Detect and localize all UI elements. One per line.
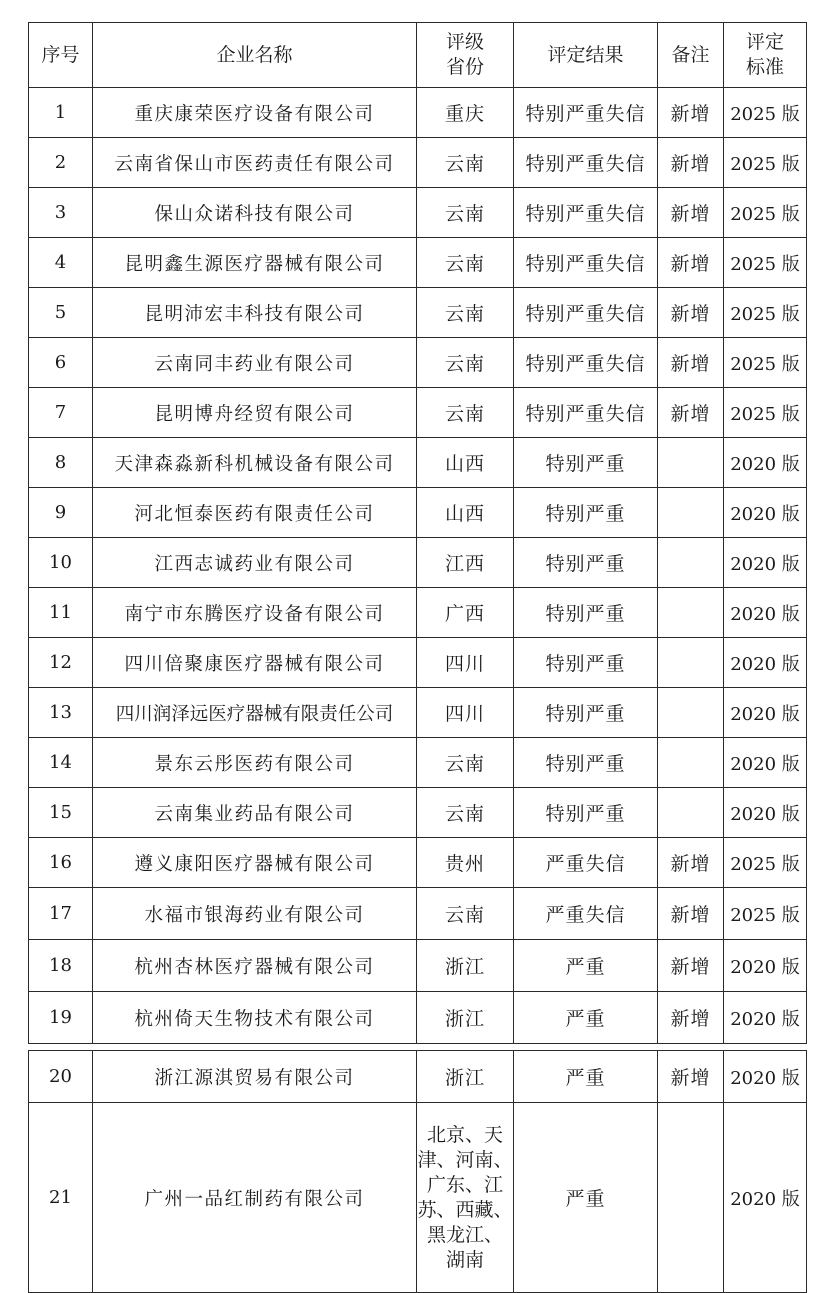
cell-note bbox=[658, 488, 724, 538]
cell-standard: 2020 版 bbox=[724, 438, 807, 488]
cell-company: 云南省保山市医药责任有限公司 bbox=[93, 138, 417, 188]
cell-standard: 2020 版 bbox=[724, 538, 807, 588]
cell-result: 特别严重失信 bbox=[514, 138, 658, 188]
table-row bbox=[29, 1051, 807, 1103]
cell-company: 保山众诺科技有限公司 bbox=[93, 188, 417, 238]
cell-result: 特别严重失信 bbox=[514, 288, 658, 338]
cell-result: 特别严重 bbox=[514, 788, 658, 838]
province-line: 湖南 bbox=[445, 1248, 484, 1271]
cell-note: 新增 bbox=[658, 888, 724, 940]
cell-note bbox=[658, 588, 724, 638]
cell-province: 贵州 bbox=[417, 838, 514, 888]
cell-seq: 18 bbox=[29, 940, 93, 992]
cell-standard: 2020 版 bbox=[724, 738, 807, 788]
cell-standard: 2020 版 bbox=[724, 940, 807, 992]
cell-result: 严重失信 bbox=[514, 838, 658, 888]
cell-note: 新增 bbox=[658, 288, 724, 338]
cell-company: 昆明博舟经贸有限公司 bbox=[93, 388, 417, 438]
cell-result: 特别严重 bbox=[514, 538, 658, 588]
cell-province: 广西 bbox=[417, 588, 514, 638]
cell-company: 重庆康荣医疗设备有限公司 bbox=[93, 88, 417, 138]
cell-standard: 2025 版 bbox=[724, 88, 807, 138]
cell-seq: 13 bbox=[29, 688, 93, 738]
province-line: 北京、天 bbox=[426, 1123, 503, 1146]
cell-seq: 10 bbox=[29, 538, 93, 588]
header-standard bbox=[724, 23, 807, 88]
cell-note bbox=[658, 688, 724, 738]
cell-company: 水福市银海药业有限公司 bbox=[93, 888, 417, 940]
cell-standard: 2025 版 bbox=[724, 138, 807, 188]
cell-company: 河北恒泰医药有限责任公司 bbox=[93, 488, 417, 538]
cell-result: 特别严重 bbox=[514, 438, 658, 488]
province-line: 津、河南、 bbox=[417, 1148, 513, 1171]
cell-note: 新增 bbox=[658, 940, 724, 992]
header-standard-text: 评定标准 bbox=[745, 31, 784, 78]
cell-note bbox=[658, 1103, 724, 1293]
cell-result: 严重 bbox=[514, 992, 658, 1044]
cell-standard: 2020 版 bbox=[724, 788, 807, 838]
cell-result: 严重 bbox=[514, 1051, 658, 1103]
cell-company: 景东云彤医药有限公司 bbox=[93, 738, 417, 788]
cell-result: 特别严重 bbox=[514, 488, 658, 538]
table-row bbox=[29, 488, 807, 538]
header-result: 评定结果 bbox=[514, 23, 658, 88]
table-row bbox=[29, 88, 807, 138]
cell-seq: 20 bbox=[29, 1051, 93, 1103]
cell-standard: 2025 版 bbox=[724, 388, 807, 438]
cell-company: 南宁市东腾医疗设备有限公司 bbox=[93, 588, 417, 638]
cell-province: 山西 bbox=[417, 438, 514, 488]
province-line: 黑龙江、 bbox=[426, 1223, 503, 1246]
cell-province: 云南 bbox=[417, 338, 514, 388]
cell-company: 广州一品红制药有限公司 bbox=[93, 1103, 417, 1293]
cell-seq: 1 bbox=[29, 88, 93, 138]
cell-province: 云南 bbox=[417, 388, 514, 438]
cell-standard: 2020 版 bbox=[724, 638, 807, 688]
cell-province: 云南 bbox=[417, 138, 514, 188]
cell-standard: 2020 版 bbox=[724, 588, 807, 638]
cell-note: 新增 bbox=[658, 88, 724, 138]
cell-seq: 3 bbox=[29, 188, 93, 238]
table-row bbox=[29, 1103, 807, 1293]
cell-seq: 11 bbox=[29, 588, 93, 638]
cell-company: 昆明鑫生源医疗器械有限公司 bbox=[93, 238, 417, 288]
table-row bbox=[29, 288, 807, 338]
cell-seq: 21 bbox=[29, 1103, 93, 1293]
cell-province: 云南 bbox=[417, 788, 514, 838]
cell-seq: 4 bbox=[29, 238, 93, 288]
header-seq: 序号 bbox=[29, 23, 93, 88]
cell-province: 云南 bbox=[417, 288, 514, 338]
table-header-row bbox=[29, 23, 807, 88]
cell-note: 新增 bbox=[658, 838, 724, 888]
cell-result: 特别严重 bbox=[514, 638, 658, 688]
cell-company: 云南同丰药业有限公司 bbox=[93, 338, 417, 388]
table-row bbox=[29, 992, 807, 1044]
cell-standard: 2020 版 bbox=[724, 1051, 807, 1103]
cell-standard: 2025 版 bbox=[724, 238, 807, 288]
credit-table-continued bbox=[28, 1050, 807, 1293]
cell-company: 云南集业药品有限公司 bbox=[93, 788, 417, 838]
cell-result: 严重失信 bbox=[514, 888, 658, 940]
cell-note bbox=[658, 538, 724, 588]
cell-province: 重庆 bbox=[417, 88, 514, 138]
cell-province: 江西 bbox=[417, 538, 514, 588]
cell-result: 特别严重 bbox=[514, 688, 658, 738]
table-row bbox=[29, 838, 807, 888]
cell-seq: 19 bbox=[29, 992, 93, 1044]
cell-company: 杭州倚天生物技术有限公司 bbox=[93, 992, 417, 1044]
cell-standard: 2020 版 bbox=[724, 688, 807, 738]
table-row bbox=[29, 940, 807, 992]
cell-note: 新增 bbox=[658, 992, 724, 1044]
cell-result: 特别严重失信 bbox=[514, 338, 658, 388]
header-province bbox=[417, 23, 514, 88]
cell-result: 严重 bbox=[514, 1103, 658, 1293]
cell-province: 浙江 bbox=[417, 1051, 514, 1103]
cell-result: 特别严重失信 bbox=[514, 238, 658, 288]
table-row bbox=[29, 438, 807, 488]
table-row bbox=[29, 238, 807, 288]
cell-province: 浙江 bbox=[417, 992, 514, 1044]
cell-company: 杭州杏林医疗器械有限公司 bbox=[93, 940, 417, 992]
table-row bbox=[29, 388, 807, 438]
province-line: 广东、江 bbox=[426, 1173, 503, 1196]
cell-standard: 2020 版 bbox=[724, 488, 807, 538]
cell-result: 严重 bbox=[514, 940, 658, 992]
table-row bbox=[29, 888, 807, 940]
cell-province: 云南 bbox=[417, 188, 514, 238]
cell-note bbox=[658, 438, 724, 488]
cell-note: 新增 bbox=[658, 388, 724, 438]
table-row bbox=[29, 788, 807, 838]
header-note: 备注 bbox=[658, 23, 724, 88]
cell-company: 天津森淼新科机械设备有限公司 bbox=[93, 438, 417, 488]
cell-company: 江西志诚药业有限公司 bbox=[93, 538, 417, 588]
cell-note: 新增 bbox=[658, 238, 724, 288]
cell-result: 特别严重失信 bbox=[514, 388, 658, 438]
cell-note: 新增 bbox=[658, 1051, 724, 1103]
cell-note: 新增 bbox=[658, 338, 724, 388]
cell-seq: 12 bbox=[29, 638, 93, 688]
cell-result: 特别严重 bbox=[514, 588, 658, 638]
table-row bbox=[29, 588, 807, 638]
table-row bbox=[29, 538, 807, 588]
cell-province: 山西 bbox=[417, 488, 514, 538]
cell-seq: 14 bbox=[29, 738, 93, 788]
cell-seq: 15 bbox=[29, 788, 93, 838]
cell-note: 新增 bbox=[658, 188, 724, 238]
cell-province: 四川 bbox=[417, 638, 514, 688]
cell-company: 四川倍聚康医疗器械有限公司 bbox=[93, 638, 417, 688]
cell-result: 特别严重失信 bbox=[514, 188, 658, 238]
credit-table-main bbox=[28, 22, 807, 1044]
cell-note bbox=[658, 738, 724, 788]
cell-seq: 17 bbox=[29, 888, 93, 940]
table-row bbox=[29, 338, 807, 388]
cell-province: 云南 bbox=[417, 238, 514, 288]
cell-standard: 2020 版 bbox=[724, 992, 807, 1044]
table-row bbox=[29, 638, 807, 688]
cell-province: 浙江 bbox=[417, 940, 514, 992]
cell-result: 特别严重 bbox=[514, 738, 658, 788]
table-row bbox=[29, 738, 807, 788]
cell-seq: 7 bbox=[29, 388, 93, 438]
cell-note: 新增 bbox=[658, 138, 724, 188]
province-line: 苏、西藏、 bbox=[417, 1198, 513, 1221]
cell-seq: 16 bbox=[29, 838, 93, 888]
cell-standard: 2025 版 bbox=[724, 888, 807, 940]
cell-company: 浙江源淇贸易有限公司 bbox=[93, 1051, 417, 1103]
cell-standard: 2025 版 bbox=[724, 338, 807, 388]
cell-standard: 2025 版 bbox=[724, 288, 807, 338]
cell-standard: 2020 版 bbox=[724, 1103, 807, 1293]
table-row bbox=[29, 688, 807, 738]
cell-province bbox=[417, 1103, 514, 1293]
cell-province: 云南 bbox=[417, 888, 514, 940]
cell-province: 四川 bbox=[417, 688, 514, 738]
header-company: 企业名称 bbox=[93, 23, 417, 88]
header-province-text: 评级省份 bbox=[445, 31, 484, 78]
cell-company: 昆明沛宏丰科技有限公司 bbox=[93, 288, 417, 338]
cell-seq: 2 bbox=[29, 138, 93, 188]
cell-seq: 9 bbox=[29, 488, 93, 538]
cell-standard: 2025 版 bbox=[724, 838, 807, 888]
cell-seq: 8 bbox=[29, 438, 93, 488]
cell-province: 云南 bbox=[417, 738, 514, 788]
cell-note bbox=[658, 638, 724, 688]
cell-company: 四川润泽远医疗器械有限责任公司 bbox=[93, 688, 417, 738]
cell-seq: 5 bbox=[29, 288, 93, 338]
cell-standard: 2025 版 bbox=[724, 188, 807, 238]
cell-result: 特别严重失信 bbox=[514, 88, 658, 138]
table-row bbox=[29, 188, 807, 238]
cell-seq: 6 bbox=[29, 338, 93, 388]
cell-company: 遵义康阳医疗器械有限公司 bbox=[93, 838, 417, 888]
cell-note bbox=[658, 788, 724, 838]
table-row bbox=[29, 138, 807, 188]
